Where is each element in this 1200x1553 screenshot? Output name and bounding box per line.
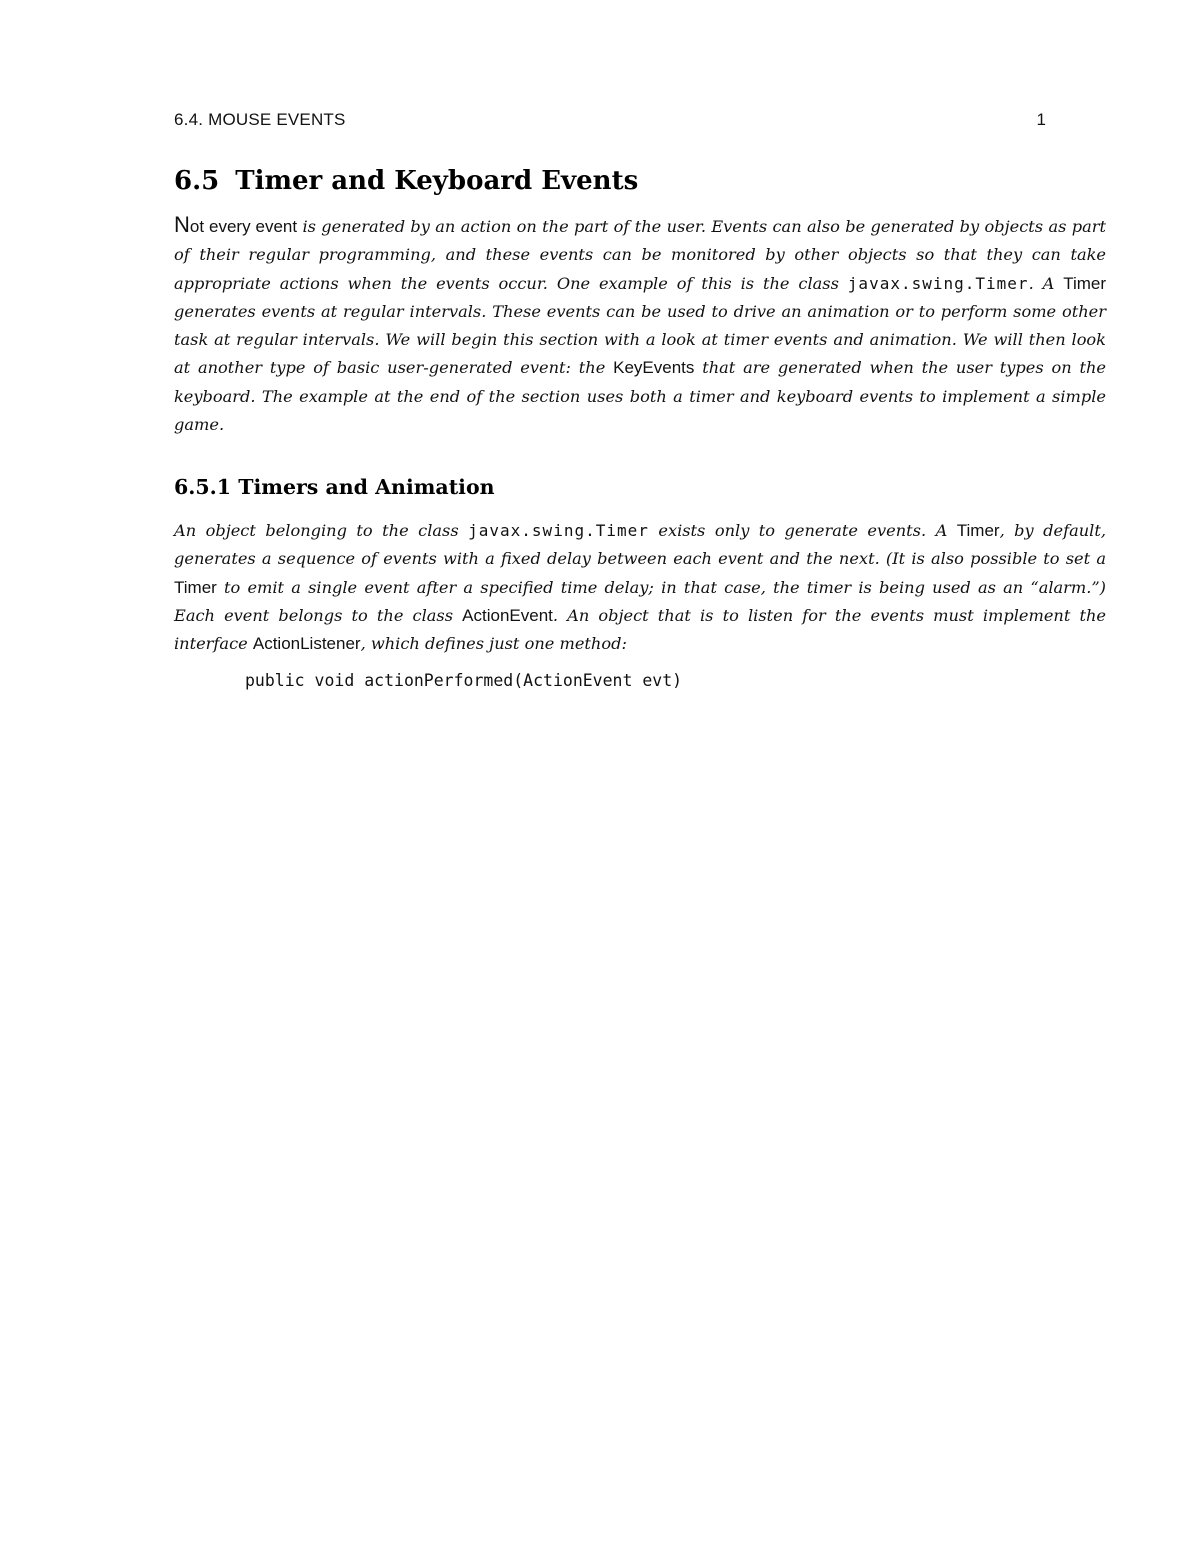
intro-timer-term: Timer [1063, 273, 1106, 293]
intro-opening-words: ot every event [189, 217, 298, 236]
running-header [174, 110, 1046, 134]
body-text-3: , by default, generates a sequence of events with a fixed delay between each event and the next. (It is also possible to set a [174, 521, 1106, 569]
page-number: 1 [1036, 110, 1046, 129]
body-actionevent-term: ActionEvent [462, 605, 553, 625]
body-text-6: , which defines just one method: [360, 634, 627, 654]
body-code-timer-class: javax.swing.Timer [468, 521, 649, 540]
intro-first-letter: N [174, 212, 190, 237]
intro-code-timer-class: javax.swing.Timer [847, 273, 1029, 293]
body-text-1: An object belonging to the class [174, 521, 469, 540]
subsection-title: Timers and Animation [238, 475, 495, 499]
intro-text-1: is generated by an action on the part of the user. Events can also be generated by objects as part of their regular programming, and these events can be monitored by other objects so that they can take appropriate actions when the events occur. One example of this is the class [174, 217, 1107, 293]
intro-paragraph [174, 211, 1106, 439]
body-text-4: to emit a single event after a specified time delay; in that case, the timer is being used as an “alarm.”) Each event belongs to the class [174, 577, 1106, 625]
intro-keyevents-term: KeyEvents [613, 358, 695, 378]
body-text-2: exists only to generate events. A [648, 521, 957, 540]
section-heading [174, 166, 638, 196]
body-paragraph [174, 517, 1106, 658]
section-title: Timer and Keyboard Events [235, 166, 639, 196]
running-header-section: 6.4. MOUSE EVENTS [174, 110, 346, 129]
section-number: 6.5 [174, 166, 220, 196]
body-timer-term-2: Timer [174, 577, 217, 597]
subsection-heading [174, 475, 495, 499]
intro-text-4: that are generated when the user types on the keyboard. The example at the end of the section uses both a timer and keyboard events to implement a simple game. [174, 358, 1106, 435]
intro-text-2: . A [1028, 273, 1064, 293]
code-sample: public void actionPerformed(ActionEvent evt) [245, 671, 683, 690]
body-timer-term-1: Timer [956, 521, 1000, 540]
intro-text-3: generates events at regular intervals. These events can be used to drive an animation or to perform some other task at regular intervals. We will begin this section with a look at timer events and animation. We will then look at another type of basic user-generated event: the [174, 301, 1106, 378]
body-text-5: . An object that is to listen for the events must implement the interface [174, 605, 1106, 654]
subsection-number: 6.5.1 [174, 475, 232, 499]
body-actionlistener-term: ActionListener [252, 634, 361, 654]
